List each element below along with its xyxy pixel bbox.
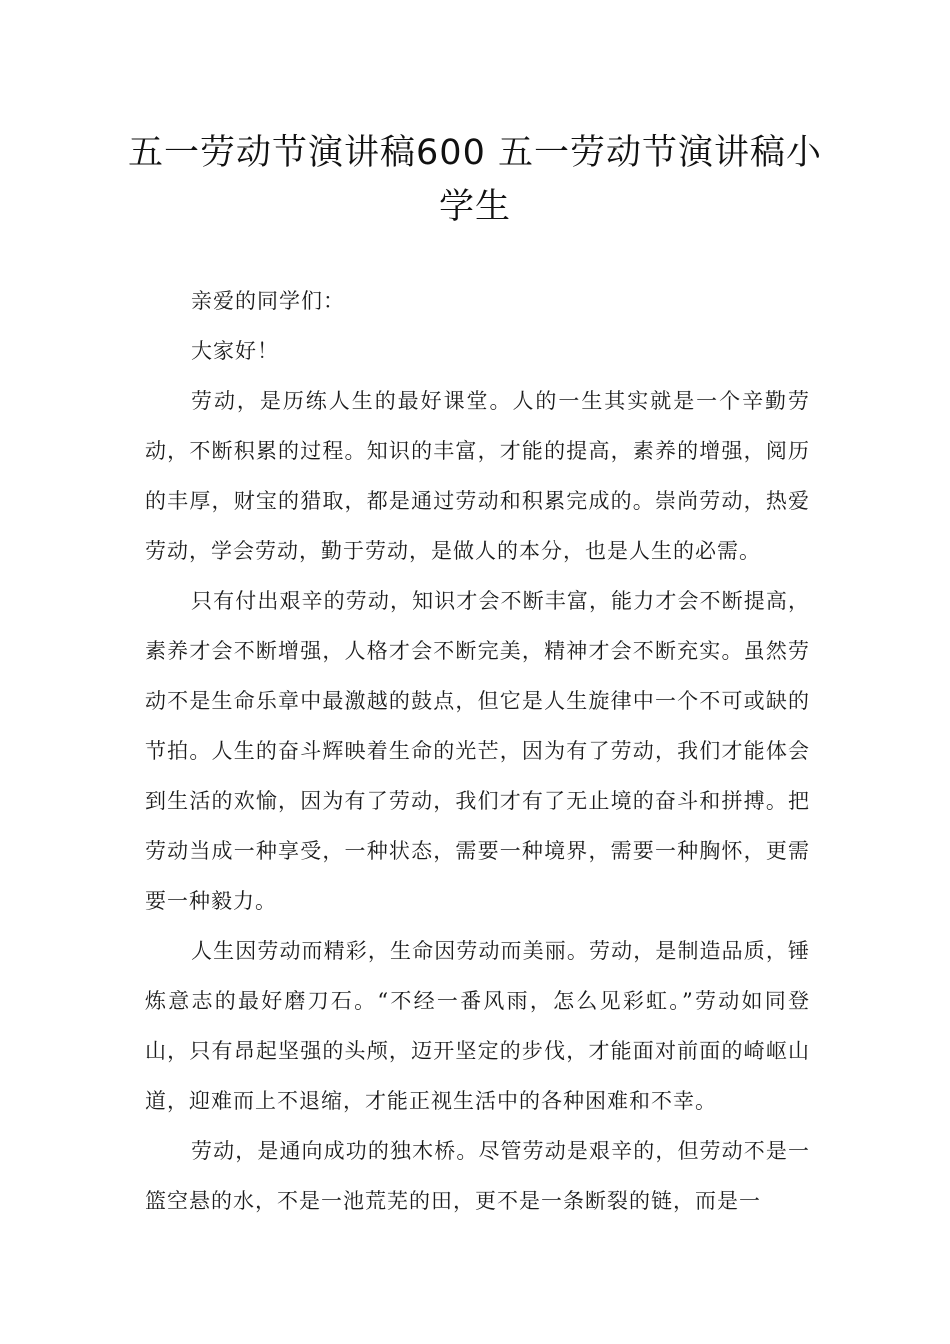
paragraph-2: 只有付出艰辛的劳动，知识才会不断丰富，能力才会不断提高，素养才会不断增强，人格才会不断完美，精神才会不断充实。虽然劳动不是生命乐章中最激越的鼓点，但它是人生旋律中一个不可或缺的节拍。人生的奋斗辉映着生命的光芒，因为有了劳动，我们才能体会到生活的欢愉，因为有了劳动，我们才有了无止境的奋斗和拼搏。把劳动当成一种享受，一种状态，需要一种境界，需要一种胸怀，更需要一种毅力。 (145, 589, 810, 913)
paragraph-1: 劳动，是历练人生的最好课堂。人的一生其实就是一个辛勤劳动，不断积累的过程。知识的丰富，才能的提高，素养的增强，阅历的丰厚，财宝的猎取，都是通过劳动和积累完成的。崇尚劳动，热爱劳动，学会劳动，勤于劳动，是做人的本分，也是人生的必需。 (145, 389, 810, 563)
document-title: 五一劳动节演讲稿600 五一劳动节演讲稿小学生 (128, 133, 822, 227)
paragraph-hello: 大家好！ (191, 339, 279, 363)
paragraph-3: 人生因劳动而精彩，生命因劳动而美丽。劳动，是制造品质，锤炼意志的最好磨刀石。“不经一番风雨，怎么见彩虹。”劳动如同登山，只有昂起坚强的头颅，迈开坚定的步伐，才能面对前面的崎岖山道，迎难而上不退缩，才能正视生活中的各种困难和不幸。 (145, 939, 810, 1113)
document-body (145, 276, 810, 1226)
paragraph-greeting: 亲爱的同学们： (191, 289, 345, 313)
paragraph-4: 劳动，是通向成功的独木桥。尽管劳动是艰辛的，但劳动不是一篮空悬的水，不是一池荒芜的田，更不是一条断裂的链，而是一 (145, 1139, 810, 1213)
